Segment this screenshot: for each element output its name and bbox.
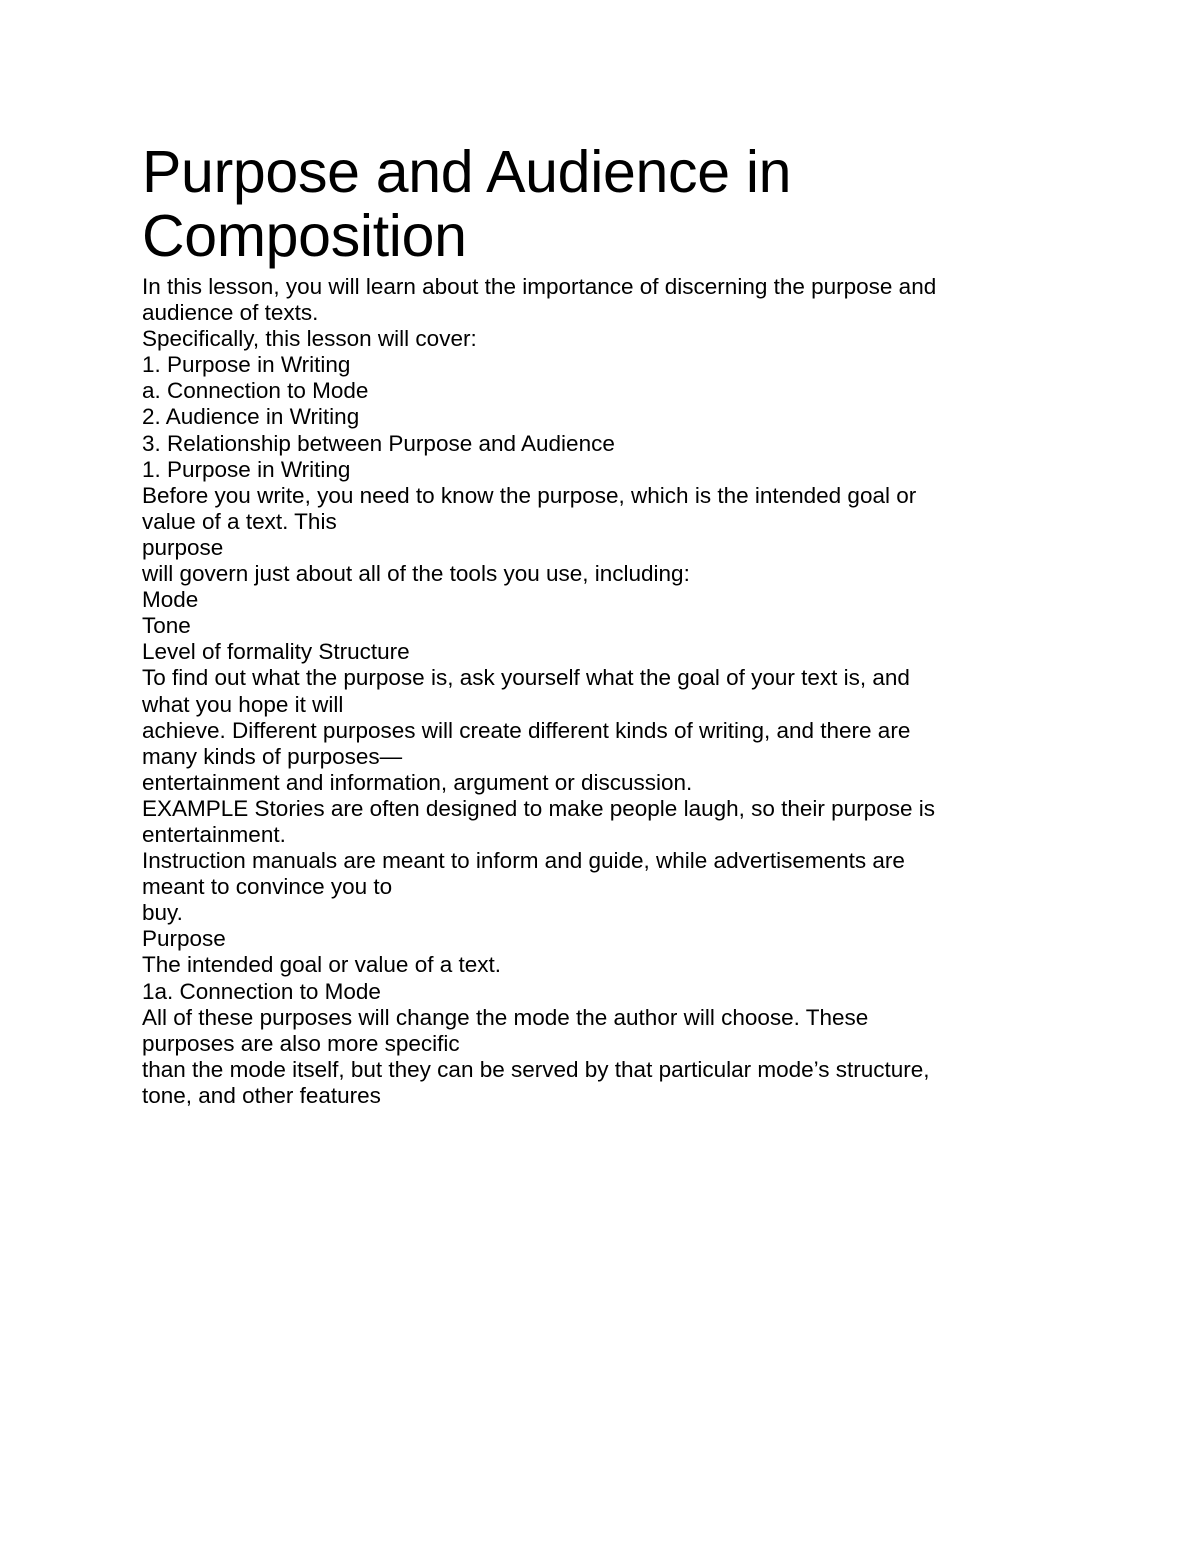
text-line: Instruction manuals are meant to inform and guide, while advertisements are	[142, 848, 905, 874]
document-text	[142, 274, 1052, 1109]
text-line: In this lesson, you will learn about the importance of discerning the purpose and	[142, 274, 937, 299]
text-line: entertainment.	[142, 821, 286, 847]
text-line: To find out what the purpose is, ask yourself what the goal of your text is, and	[142, 665, 910, 691]
list-item: 3. Relationship between Purpose and Audience	[142, 430, 615, 456]
term-heading: Purpose	[142, 926, 226, 952]
list-item: 1. Purpose in Writing	[142, 352, 351, 378]
text-line: meant to convince you to	[142, 874, 393, 900]
list-item: Mode	[142, 587, 199, 613]
section-heading: 1a. Connection to Mode	[142, 978, 381, 1004]
text-line: will govern just about all of the tools you use, including:	[142, 561, 690, 587]
text-line: entertainment and information, argument or discussion.	[142, 769, 693, 795]
text-line: purpose	[142, 534, 224, 560]
text-line: Before you write, you need to know the purpose, which is the intended goal or	[142, 482, 917, 508]
section-heading: 1. Purpose in Writing	[142, 456, 351, 482]
text-line: value of a text. This	[142, 508, 337, 534]
text-line: buy.	[142, 900, 183, 926]
document-title	[142, 140, 1052, 268]
text-line: than the mode itself, but they can be served by that particular mode’s structure,	[142, 1056, 930, 1082]
text-line: tone, and other features	[142, 1082, 381, 1108]
text-line: purposes are also more specific	[142, 1030, 460, 1056]
text-line: many kinds of purposes—	[142, 743, 403, 769]
list-item: 2. Audience in Writing	[142, 404, 360, 430]
term-definition: The intended goal or value of a text.	[142, 952, 501, 978]
text-line: what you hope it will	[142, 691, 344, 717]
list-item: a. Connection to Mode	[142, 378, 369, 404]
list-item: Level of formality Structure	[142, 639, 410, 665]
example-line: EXAMPLE Stories are often designed to make people laugh, so their purpose is	[142, 795, 935, 821]
text-line: All of these purposes will change the mode the author will choose. These	[142, 1004, 869, 1030]
text-line: Specifically, this lesson will cover:	[142, 326, 477, 352]
list-item: Tone	[142, 613, 191, 639]
document-body	[142, 140, 1052, 1109]
text-line: achieve. Different purposes will create different kinds of writing, and there are	[142, 717, 911, 743]
title-text: Purpose and Audience in Composition	[142, 139, 792, 269]
text-line: audience of texts.	[142, 300, 319, 326]
